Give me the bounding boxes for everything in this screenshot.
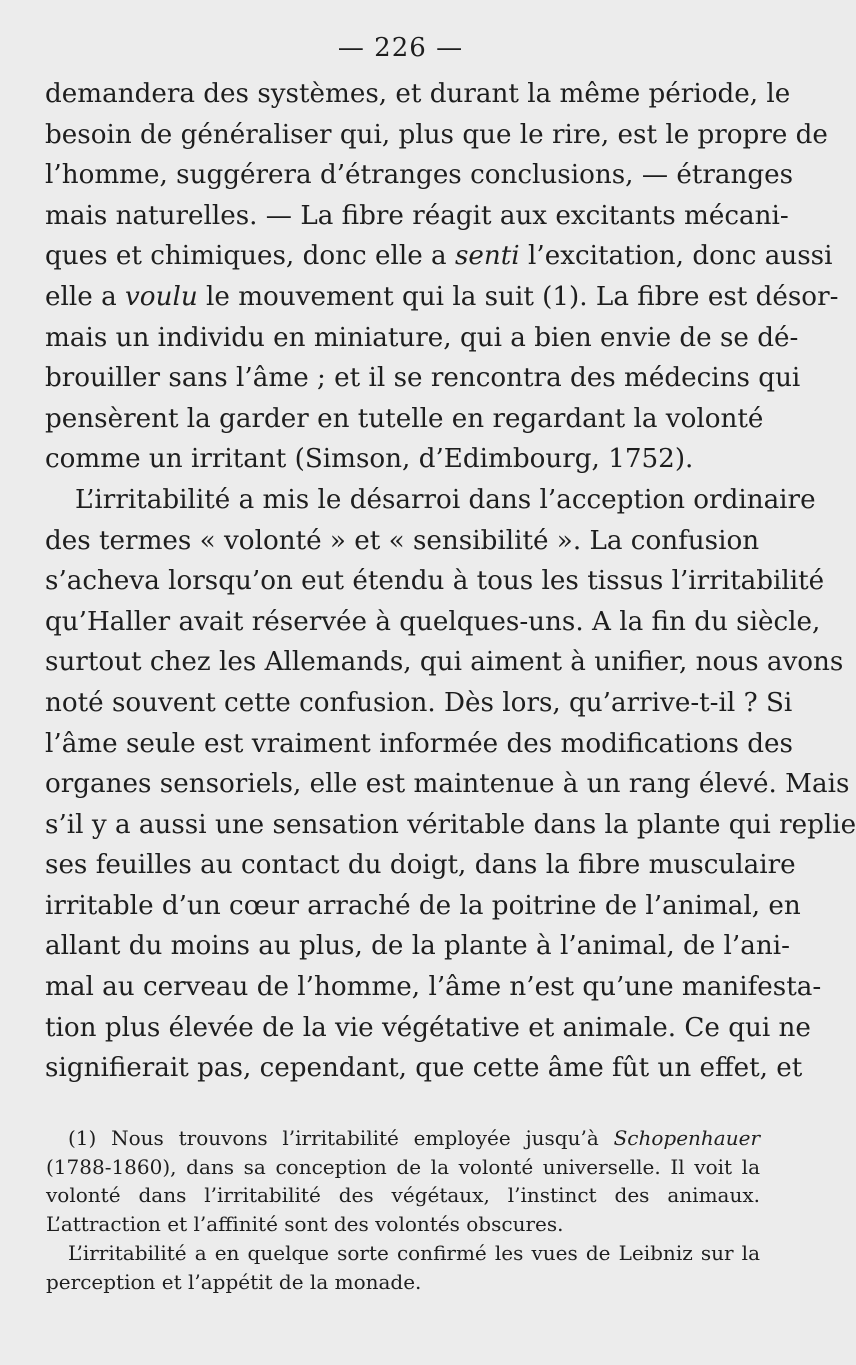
text-line: l’homme, suggérera d’étranges conclusions, — étranges: [45, 160, 794, 191]
main-text: [45, 74, 856, 1089]
emphasis-schopenhauer: Schopenhauer: [613, 1126, 761, 1150]
page-number: — 226 —: [337, 33, 464, 63]
text-line: pensèrent la garder en tutelle en regardant la volonté: [45, 403, 764, 434]
emphasis-senti: senti: [454, 241, 520, 272]
text-line: s’acheva lorsqu’on eut étendu à tous les tissus l’irritabilité: [45, 566, 825, 597]
text-line: [45, 277, 839, 318]
text-segment: elle a: [45, 281, 117, 312]
text-line: allant du moins au plus, de la plante à l’animal, de l’ani-: [45, 931, 790, 962]
text-segment: l’excitation, donc aussi: [528, 241, 833, 272]
text-line: besoin de généraliser qui, plus que le rire, est le propre de: [45, 119, 828, 150]
footnote-line: L’irritabilité a en quelque sorte confirmé les vues de Leibniz sur la: [68, 1240, 760, 1265]
text-line: des termes « volonté » et « sensibilité ». La confusion: [45, 525, 760, 556]
text-line: demandera des systèmes, et durant la même période, le: [45, 79, 791, 109]
text-line: ses feuilles au contact du doigt, dans la fibre musculaire: [45, 850, 796, 881]
footnote-line: perception et l’appétit de la monade.: [46, 1269, 422, 1294]
footnote-line: volonté dans l’irritabilité des végétaux, l’instinct des animaux.: [46, 1183, 760, 1208]
text-line: l’âme seule est vraiment informée des modifications des: [45, 728, 793, 759]
text-line: qu’Haller avait réservée à quelques-uns. A la fin du siècle,: [45, 606, 821, 637]
text-line: irritable d’un cœur arraché de la poitrine de l’animal, en: [45, 890, 801, 921]
footnote-line: [46, 1124, 760, 1153]
emphasis-voulu: voulu: [125, 281, 198, 312]
footnotes: [46, 1124, 760, 1296]
text-line: surtout chez les Allemands, qui aiment à unifier, nous avons: [45, 647, 844, 678]
text-line: mal au cerveau de l’homme, l’âme n’est qu’une manifesta-: [45, 972, 822, 1003]
text-segment: ques et chimiques, donc elle a: [45, 241, 447, 272]
text-line: noté souvent cette confusion. Dès lors, qu’arrive-t-il ? Si: [45, 687, 793, 718]
text-line: [45, 236, 833, 277]
text-line: s’il y a aussi une sensation véritable dans la plante qui replie: [45, 809, 856, 840]
footnote-line: (1788-1860), dans sa conception de la volonté universelle. Il voit la: [46, 1154, 760, 1179]
text-line: signifierait pas, cependant, que cette âme fût un effet, et: [45, 1053, 803, 1084]
footnote-segment: (1) Nous trouvons l’irritabilité employée jusqu’à: [68, 1126, 599, 1150]
footnote-line: L’attraction et l’affinité sont des volontés obscures.: [46, 1212, 564, 1237]
text-line: comme un irritant (Simson, d’Edimbourg, 1752).: [45, 444, 694, 475]
text-line: mais un individu en miniature, qui a bien envie de se dé-: [45, 322, 799, 353]
text-line: brouiller sans l’âme ; et il se rencontra des médecins qui: [45, 363, 801, 394]
text-segment: le mouvement qui la suit (1). La fibre est désor-: [206, 281, 839, 312]
text-line: mais naturelles. — La fibre réagit aux excitants mécani-: [45, 200, 789, 231]
text-line: L’irritabilité a mis le désarroi dans l’acception ordinaire: [75, 484, 816, 515]
text-line: tion plus élevée de la vie végétative et animale. Ce qui ne: [45, 1012, 811, 1043]
text-line: organes sensoriels, elle est maintenue à un rang élevé. Mais: [45, 769, 850, 800]
